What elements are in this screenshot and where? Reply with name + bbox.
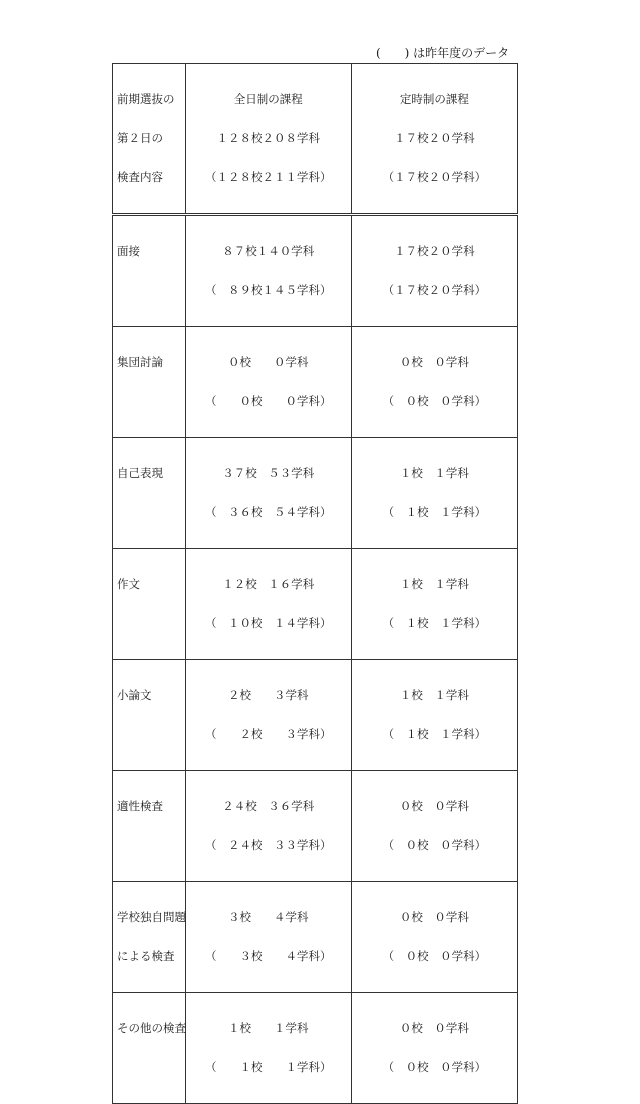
table-row [113,882,518,993]
row-label-cell [113,549,186,660]
row-full-time-cell [185,660,351,771]
part-time-previous: （ ０校 ０学科） [382,394,487,408]
row-full-time-cell [185,438,351,549]
row-part-time-cell [351,882,517,993]
row-part-time-cell [351,771,517,882]
row-full-time-cell [185,215,351,327]
row-full-time-cell [185,993,351,1104]
row-label: 小論文 [117,688,152,702]
row-label-cell [113,882,186,993]
part-time-current: ０校 ０学科 [399,1021,469,1035]
full-time-previous: （ １０校 １４学科） [205,616,332,630]
header-label-line: 前期選抜の [117,92,175,106]
part-time-previous: （ ０校 ０学科） [382,949,487,963]
part-time-current: ０校 ０学科 [399,910,469,924]
header-part-time-previous: （１７校２０学科） [382,170,487,184]
part-time-current: ０校 ０学科 [399,355,469,369]
row-label: その他の検査 [117,1021,186,1035]
full-time-current: １２校 １６学科 [222,577,315,591]
part-time-previous: （ ０校 ０学科） [382,838,487,852]
header-full-time-previous: （１２８校２１１学科） [205,170,332,184]
full-time-previous: （ ２４校 ３３学科） [205,838,332,852]
header-part-time-title: 定時制の課程 [399,92,469,106]
row-label-cell [113,215,186,327]
row-label-cell [113,660,186,771]
row-full-time-cell [185,882,351,993]
full-time-current: ３７校 ５３学科 [222,466,315,480]
row-part-time-cell [351,660,517,771]
row-label: 作文 [117,577,140,591]
table-row [113,327,518,438]
full-time-current: ０校 ０学科 [228,355,309,369]
row-label: による検査 [117,949,175,963]
row-full-time-cell [185,327,351,438]
row-label: 面接 [117,244,140,258]
row-part-time-cell [351,549,517,660]
header-label-line: 第２日の [117,131,163,145]
table-row [113,438,518,549]
header-label-cell [113,64,186,215]
row-full-time-cell [185,771,351,882]
full-time-previous: （ ８９校１４５学科） [205,283,332,297]
full-time-previous: （ ３６校 ５４学科） [205,505,332,519]
row-label: 学校独自問題 [117,910,186,924]
row-label: 集団討論 [117,355,163,369]
full-time-current: ３校 ４学科 [228,910,309,924]
previous-year-note: ( ) は昨年度のデータ [376,46,510,60]
header-label-line: 検査内容 [117,170,163,184]
table-row [113,993,518,1104]
full-time-previous: （ ０校 ０学科） [205,394,332,408]
row-label-cell [113,771,186,882]
full-time-previous: （ ２校 ３学科） [205,727,332,741]
part-time-previous: （１７校２０学科） [382,283,487,297]
part-time-current: １校 １学科 [399,688,469,702]
header-part-time-cell [351,64,517,215]
row-part-time-cell [351,327,517,438]
part-time-previous: （ １校 １学科） [382,727,487,741]
row-label-cell [113,327,186,438]
full-time-current: １校 １学科 [228,1021,309,1035]
header-full-time-current: １２８校２０８学科 [216,131,320,145]
header-part-time-current: １７校２０学科 [394,131,475,145]
exam-content-table [112,63,518,1104]
table-row [113,771,518,882]
part-time-current: １７校２０学科 [394,244,475,258]
full-time-current: ８７校１４０学科 [222,244,315,258]
row-label: 適性検査 [117,799,163,813]
full-time-previous: （ ３校 ４学科） [205,949,332,963]
part-time-current: １校 １学科 [399,466,469,480]
row-part-time-cell [351,438,517,549]
part-time-current: １校 １学科 [399,577,469,591]
header-full-time-cell [185,64,351,215]
full-time-current: ２校 ３学科 [228,688,309,702]
part-time-previous: （ ０校 ０学科） [382,1060,487,1074]
header-full-time-title: 全日制の課程 [233,92,303,106]
row-label-cell [113,438,186,549]
row-full-time-cell [185,549,351,660]
table-row [113,660,518,771]
table-header-row [113,64,518,215]
full-time-previous: （ １校 １学科） [205,1060,332,1074]
row-label-cell [113,993,186,1104]
table-row [113,215,518,327]
part-time-previous: （ １校 １学科） [382,505,487,519]
part-time-previous: （ １校 １学科） [382,616,487,630]
row-part-time-cell [351,215,517,327]
full-time-current: ２４校 ３６学科 [222,799,315,813]
table-row [113,549,518,660]
part-time-current: ０校 ０学科 [399,799,469,813]
row-label: 自己表現 [117,466,163,480]
row-part-time-cell [351,993,517,1104]
